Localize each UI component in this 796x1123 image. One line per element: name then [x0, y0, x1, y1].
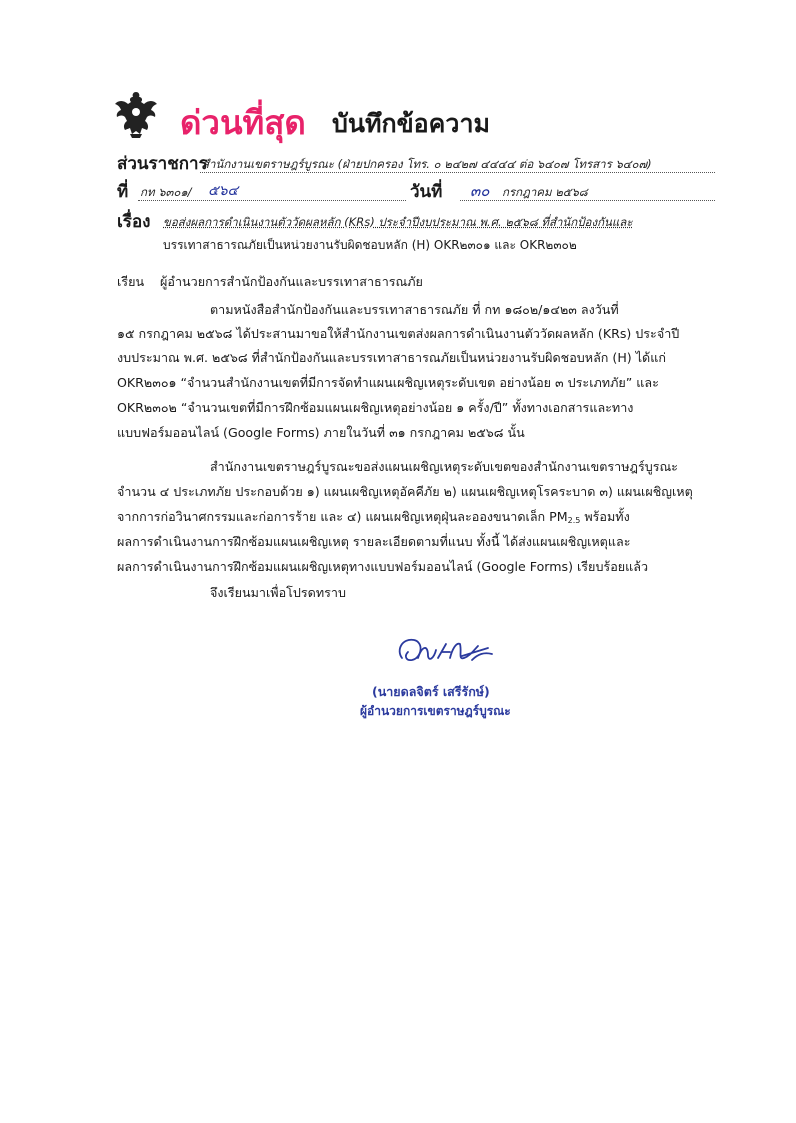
body-p1-line: ตามหนังสือสำนักป้องกันและบรรเทาสาธารณภัย ที่ กท ๑๘๐๒/๑๔๒๓ ลงวันที่	[210, 302, 619, 317]
closing-text: จึงเรียนมาเพื่อโปรดทราบ	[210, 585, 346, 600]
ref-dotted-line	[138, 200, 406, 201]
body-p2-line: ผลการดำเนินงานการฝึกซ้อมแผนเผชิญเหตุทางแบบฟอร์มออนไลน์ (Google Forms) เรียบร้อยแล้ว	[117, 559, 649, 574]
body-p2-line: สำนักงานเขตราษฎร์บูรณะขอส่งแผนเผชิญเหตุระดับเขตของสำนักงานเขตราษฎร์บูรณะ	[210, 459, 678, 474]
garuda-emblem-icon	[112, 88, 160, 140]
salutation-label: เรียน	[117, 274, 145, 289]
body-p2-pm-tail: พร้อมทั้ง	[580, 509, 630, 524]
subject-line-1: ขอส่งผลการดำเนินงานตัววัดผลหลัก (KRs) ประจำปีงบประมาณ พ.ศ. ๒๕๖๘ ที่สำนักป้องกันและ	[163, 215, 633, 229]
handwritten-signature-icon	[392, 628, 502, 676]
ref-value: กท ๖๓๐๑/	[140, 185, 192, 199]
body-p1-line: งบประมาณ พ.ศ. ๒๕๖๘ ที่สำนักป้องกันและบรรเทาสาธารณภัยเป็นหน่วยงานรับผิดชอบหลัก (H) ได้แก่	[117, 350, 666, 365]
agency-label: ส่วนราชการ	[117, 154, 208, 174]
subject-line-2: บรรเทาสาธารณภัยเป็นหน่วยงานรับผิดชอบหลัก (H) OKR๒๓๐๑ และ OKR๒๓๐๒	[163, 238, 577, 252]
body-p2-line: จำนวน ๔ ประเภทภัย ประกอบด้วย ๑) แผนเผชิญเหตุอัคคีภัย ๒) แผนเผชิญเหตุโรคระบาด ๓) แผนเผชิญเหตุ	[117, 484, 693, 499]
date-label: วันที่	[410, 182, 443, 202]
memo-title: บันทึกข้อความ	[332, 109, 490, 138]
agency-dotted-line	[200, 172, 715, 173]
body-p1-line: แบบฟอร์มออนไลน์ (Google Forms) ภายในวันที่ ๓๑ กรกฎาคม ๒๕๖๘ นั้น	[117, 425, 525, 440]
ref-number-handwritten: ๕๖๔	[208, 183, 239, 199]
body-p2-pm-text: จากการก่อวินาศกรรมและก่อการร้าย และ ๔) แผนเผชิญเหตุฝุ่นละอองขนาดเล็ก PM	[117, 509, 568, 524]
agency-value: สำนักงานเขตราษฎร์บูรณะ (ฝ่ายปกครอง โทร. ๐ ๒๔๒๗ ๔๔๔๔ ต่อ ๖๔๐๗ โทรสาร ๖๔๐๗)	[202, 157, 652, 171]
signatory-position: ผู้อำนวยการเขตราษฎร์บูรณะ	[360, 704, 511, 718]
body-p1-line: ๑๕ กรกฎาคม ๒๕๖๘ ได้ประสานมาขอให้สำนักงานเขตส่งผลการดำเนินงานตัววัดผลหลัก (KRs) ประจำปี	[117, 326, 680, 341]
signatory-name: (นายดลจิตร์ เสรีรักษ์)	[372, 684, 490, 699]
body-p1-line: OKR๒๓๐๒ “จำนวนเขตที่มีการฝึกซ้อมแผนเผชิญเหตุอย่างน้อย ๑ ครั้ง/ปี” ทั้งทางเอกสารและทาง	[117, 400, 634, 415]
urgency-stamp: ด่วนที่สุด	[180, 103, 306, 142]
date-day-handwritten: ๓๐	[470, 182, 490, 200]
body-p2-pm-line	[117, 508, 630, 530]
pm-subscript: 2.5	[567, 516, 581, 525]
date-dotted-line	[460, 200, 715, 201]
subject-label: เรื่อง	[117, 212, 151, 232]
salutation-to: ผู้อำนวยการสำนักป้องกันและบรรเทาสาธารณภัย	[160, 274, 423, 289]
body-p2-line: ผลการดำเนินงานการฝึกซ้อมแผนเผชิญเหตุ รายละเอียดตามที่แนบ ทั้งนี้ ได้ส่งแผนเผชิญเหตุและ	[117, 534, 631, 549]
ref-label: ที่	[117, 182, 129, 202]
body-p1-line: OKR๒๓๐๑ “จำนวนสำนักงานเขตที่มีการจัดทำแผนเผชิญเหตุระดับเขต อย่างน้อย ๓ ประเภทภัย” และ	[117, 375, 659, 390]
date-value: กรกฎาคม ๒๕๖๘	[502, 185, 588, 199]
